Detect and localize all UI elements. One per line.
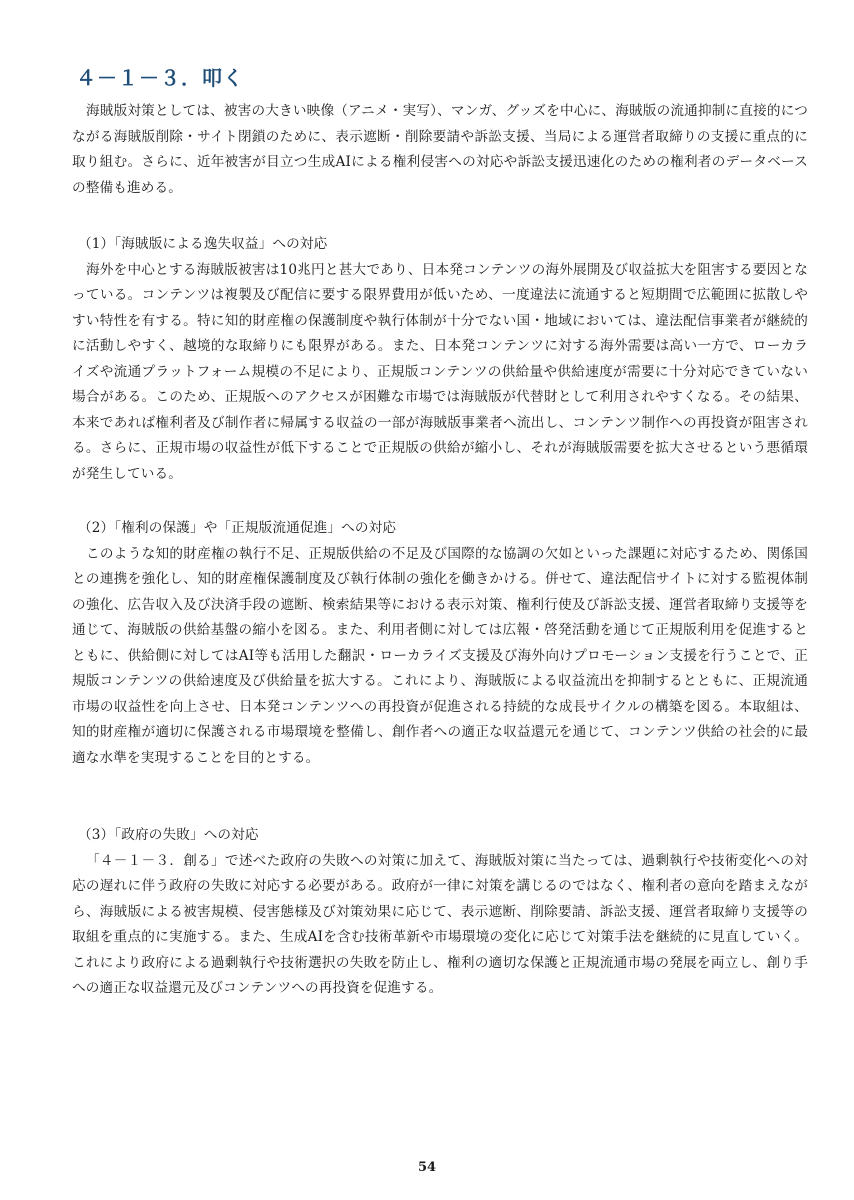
page-number: 54 (417, 1160, 437, 1175)
subsection-3-title: （3）「政府の失敗」への対応 (78, 827, 259, 843)
subsection-3 (72, 823, 808, 1002)
subsection-2-title: （2）「権利の保護」や「正規版流通促進」への対応 (78, 520, 397, 536)
intro-block (72, 99, 808, 201)
subsection-2-body: このような知的財産権の執行不足、正規版供給の不足及び国際的な協調の欠如といった課題に対応するため、関係国との連携を強化し、知的財産権保護制度及び執行体制の強化を働きかける。併せて、違法配信サイトに対する監視体制の強化、広告収入及び決済手段の遮断、検索結果等における表示対策、権利行使及び訴訟支援、運営者取締り支援等を通じて、海賊版の供給基盤の縮小を図る。また、利用者側に対しては広報・啓発活動を通じて正規版利用を促進するとともに、供給側に対してはAI等も活用した翻訳・ローカライズ支援及び海外向けプロモーション支援を行うことで、正規版コンテンツの供給速度及び供給量を拡大する。これにより、海賊版による収益流出を抑制するとともに、正規流通市場の収益性を向上させ、日本発コンテンツへの再投資が促進される持続的な成長サイクルの構築を図る。本取組は、知的財産権が適切に保護される市場環境を整備し、創作者への適正な収益還元を通じて、コンテンツ供給の社会的に最適な水準を実現することを目的とする。 (72, 545, 808, 766)
subsection-1-body: 海外を中心とする海賊版被害は10兆円と甚大であり、日本発コンテンツの海外展開及び収益拡大を阻害する要因となっている。コンテンツは複製及び配信に要する限界費用が低いため、一度違法に流通すると短期間で広範囲に拡散しやすい特性を有する。特に知的財産権の保護制度や執行体制が十分でない国・地域においては、違法配信事業者が継続的に活動しやすく、越境的な取締りにも限界がある。また、日本発コンテンツに対する海外需要は高い一方で、ローカライズや流通プラットフォーム規模の不足により、正規版コンテンツの供給量や供給速度が需要に十分対応できていない場合がある。このため、正規版へのアクセスが困難な市場では海賊版が代替財として利用されやすくなる。その結果、本来であれば権利者及び制作者に帰属する収益の一部が海賊版事業者へ流出し、コンテンツ制作への再投資が阻害される。さらに、正規市場の収益性が低下することで正規版の供給が縮小し、それが海賊版需要を拡大させるという悪循環が発生している。 (72, 261, 809, 482)
subsection-1 (72, 232, 808, 487)
intro-paragraph: 海賊版対策としては、被害の大きい映像（アニメ・実写）、マンガ、グッズを中心に、海賊版の流通抑制に直接的につながる海賊版削除・サイト閉鎖のために、表示遮断・削除要請や訴訟支援、当局による運営者取締りの支援に重点的に取り組む。さらに、近年被害が目立つ生成AIによる権利侵害への対応や訴訟支援迅速化のための権利者のデータベースの整備も進める。 (72, 103, 808, 196)
subsection-3-body: 「４－１－３．創る」で述べた政府の失敗への対策に加えて、海賊版対策に当たっては、過剰執行や技術変化への対応の遅れに伴う政府の失敗に対応する必要がある。政府が一律に対策を講じるのではなく、権利者の意向を踏まえながら、海賊版による被害規模、侵害態様及び対策効果に応じて、表示遮断、削除要請、訴訟支援、運営者取締り支援等の取組を重点的に実施する。また、生成AIを含む技術革新や市場環境の変化に応じて対策手法を継続的に見直していく。これにより政府による過剰執行や技術選択の失敗を防止し、権利の適切な保護と正規流通市場の発展を両立し、創り手への適正な収益還元及びコンテンツへの再投資を促進する。 (72, 852, 808, 996)
subsection-2 (72, 516, 808, 771)
section-heading: ４－１－３．叩く (76, 66, 244, 90)
subsection-1-title: （1）「海賊版による逸失収益」への対応 (78, 236, 328, 252)
